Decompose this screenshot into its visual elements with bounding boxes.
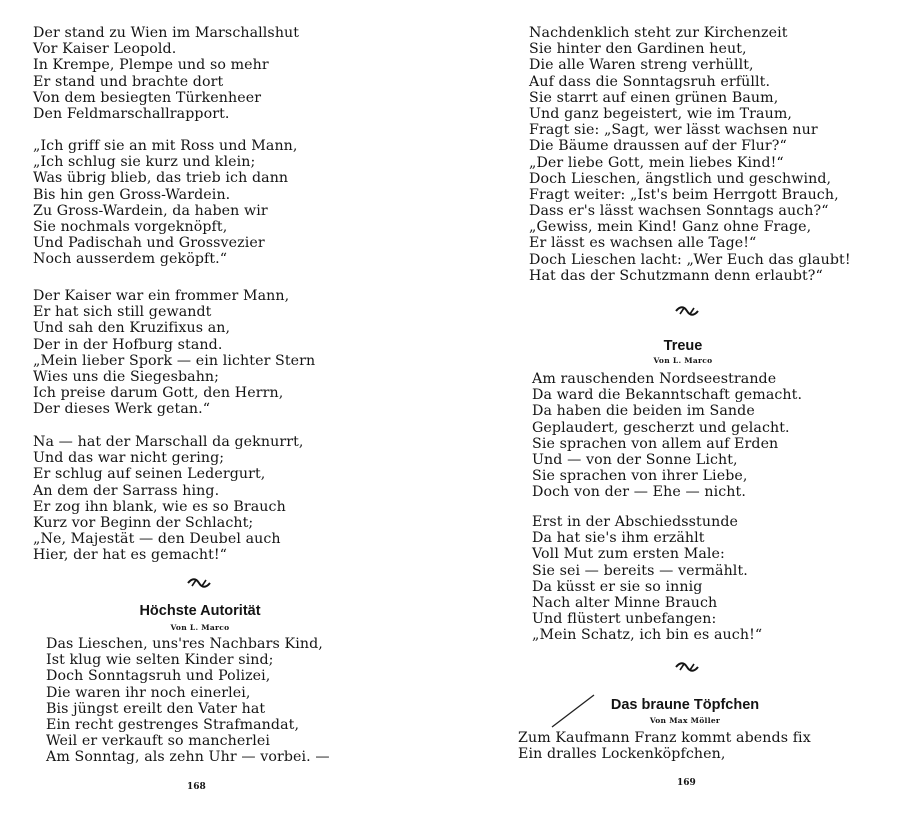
verse-line: Und — von der Sonne Licht,: [532, 451, 738, 468]
verse-line: Weil er verkauft so mancherlei: [46, 733, 271, 750]
verse-line: Der Kaiser war ein frommer Mann,: [33, 288, 290, 304]
verse-line: Noch ausserdem geköpft.“: [33, 251, 228, 268]
verse-line: „Gewiss, mein Kind! Ganz ohne Frage,: [529, 219, 812, 236]
verse-line: Da küsst er sie so innig: [532, 578, 703, 595]
verse-line: „Ich griff sie an mit Ross und Mann,: [33, 138, 298, 154]
verse-line: Sie sprachen von ihrer Liebe,: [532, 468, 748, 485]
stanza: [518, 730, 811, 762]
page-number: 169: [677, 778, 696, 788]
verse-line: Auf dass die Sonntagsruh erfüllt.: [529, 73, 771, 90]
stanza: [532, 514, 762, 644]
verse-line: Ein recht gestrenges Strafmandat,: [46, 716, 300, 733]
verse-line: Sie sprachen von allem auf Erden: [532, 435, 779, 452]
verse-line: Sie starrt auf einen grünen Baum,: [529, 89, 779, 106]
verse-line: Die alle Waren streng verhüllt,: [529, 57, 754, 74]
verse-line: Sie hinter den Gardinen heut,: [529, 41, 747, 58]
poem-byline: Von L. Marco: [170, 623, 230, 632]
verse-line: Hier, der hat es gemacht!“: [33, 547, 228, 564]
verse-line: Sie sei — bereits — vermählt.: [532, 562, 748, 579]
verse-line: An dem der Sarrass hing.: [33, 482, 220, 499]
verse-line: Na — hat der Marschall da geknurrt,: [33, 434, 304, 450]
verse-line: Von dem besiegten Türkenheer: [33, 89, 262, 106]
verse-line: Doch von der — Ehe — nicht.: [532, 484, 746, 501]
verse-line: Doch Lieschen, ängstlich und geschwind,: [529, 170, 832, 187]
verse-line: Geplaudert, gescherzt und gelacht.: [532, 419, 790, 436]
verse-line: Nach alter Minne Brauch: [532, 594, 718, 611]
verse-line: Wies uns die Siegesbahn;: [33, 368, 220, 385]
stanza: [46, 636, 330, 766]
poem-byline: Von Max Möller: [649, 716, 721, 725]
verse-line: Da haben die beiden im Sande: [532, 403, 755, 420]
poem-title: Höchste Autorität: [139, 603, 261, 619]
verse-line: Der dieses Werk getan.“: [33, 401, 211, 418]
verse-line: Doch Lieschen lacht: „Wer Euch das glaubt!: [529, 251, 851, 268]
verse-line: Am rauschenden Nordseestrande: [532, 371, 777, 387]
verse-line: Und das war nicht gering;: [33, 450, 225, 467]
ornament-icon: [674, 661, 700, 673]
verse-line: „Mein Schatz, ich bin es auch!“: [532, 627, 763, 644]
verse-line: Erst in der Abschiedsstunde: [532, 514, 739, 530]
verse-line: Und Padischah und Grossvezier: [33, 235, 265, 252]
verse-line: Voll Mut zum ersten Male:: [532, 546, 725, 563]
verse-line: Der stand zu Wien im Marschallshut: [33, 25, 300, 41]
verse-line: Er stand und brachte dort: [33, 73, 224, 90]
verse-line: Und ganz begeistert, wie im Traum,: [529, 105, 793, 122]
verse-line: Da hat sie's ihm erzählt: [532, 530, 705, 547]
poem-title: Treue: [663, 338, 703, 354]
verse-line: „Ich schlug sie kurz und klein;: [33, 154, 256, 171]
verse-line: Fragt sie: „Sagt, wer lässt wachsen nur: [529, 122, 818, 139]
verse-line: Ein dralles Lockenköpfchen,: [518, 746, 726, 763]
verse-line: Fragt weiter: „Ist's beim Herrgott Brauch,: [529, 186, 839, 203]
verse-line: „Der liebe Gott, mein liebes Kind!“: [529, 154, 784, 171]
verse-line: Der in der Hofburg stand.: [33, 336, 223, 353]
verse-line: Den Feldmarschallrapport.: [33, 105, 230, 122]
verse-line: Am Sonntag, als zehn Uhr — vorbei. —: [46, 749, 330, 766]
verse-line: Die Bäume draussen auf der Flur?“: [529, 138, 787, 155]
stanza: [532, 371, 802, 501]
verse-line: Und sah den Kruzifixus an,: [33, 320, 231, 337]
verse-line: Ich preise darum Gott, den Herrn,: [33, 385, 284, 402]
stanza: [33, 434, 304, 564]
verse-line: In Krempe, Plempe und so mehr: [33, 57, 269, 74]
stanza: [33, 138, 298, 268]
verse-line: „Ne, Majestät — den Deubel auch: [33, 531, 281, 548]
verse-line: Was übrig blieb, das trieb ich dann: [33, 170, 289, 187]
verse-line: Die waren ihr noch einerlei,: [46, 684, 251, 701]
verse-line: Ist klug wie selten Kinder sind;: [46, 652, 274, 669]
verse-line: Er schlug auf seinen Ledergurt,: [33, 466, 266, 483]
verse-line: Kurz vor Beginn der Schlacht;: [33, 514, 254, 531]
verse-line: Hat das der Schutzmann denn erlaubt?“: [529, 267, 823, 284]
verse-line: Er hat sich still gewandt: [33, 304, 212, 321]
verse-line: Er lässt es wachsen alle Tage!“: [529, 235, 757, 252]
verse-line: Bis jüngst ereilt den Vater hat: [46, 700, 266, 717]
poem-title: Das braune Töpfchen: [610, 697, 760, 713]
verse-line: Zu Gross-Wardein, da haben wir: [33, 202, 268, 219]
verse-line: Und flüstert unbefangen:: [532, 611, 717, 628]
poem-byline: Von L. Marco: [653, 356, 713, 365]
verse-line: Er zog ihn blank, wie es so Brauch: [33, 498, 286, 515]
verse-line: „Mein lieber Spork — ein lichter Stern: [33, 352, 316, 369]
verse-line: Da ward die Bekanntschaft gemacht.: [532, 387, 803, 404]
verse-line: Bis hin gen Gross-Wardein.: [33, 186, 231, 203]
verse-line: Doch Sonntagsruh und Polizei,: [46, 668, 271, 685]
verse-line: Vor Kaiser Leopold.: [33, 41, 177, 58]
stanza: [529, 25, 851, 284]
verse-line: Das Lieschen, uns'res Nachbars Kind,: [46, 636, 323, 652]
page-number: 168: [187, 782, 206, 792]
ornament-icon: [674, 305, 700, 317]
ornament-icon: [186, 577, 212, 589]
verse-line: Nachdenklich steht zur Kirchenzeit: [529, 25, 788, 41]
right-page: [450, 0, 900, 813]
verse-line: Sie nochmals vorgeknöpft,: [33, 218, 228, 235]
verse-line: Dass er's lässt wachsen Sonntags auch?“: [529, 203, 829, 220]
verse-line: Zum Kaufmann Franz kommt abends fix: [518, 730, 811, 746]
stanza: [33, 288, 315, 418]
stanza: [33, 25, 299, 122]
